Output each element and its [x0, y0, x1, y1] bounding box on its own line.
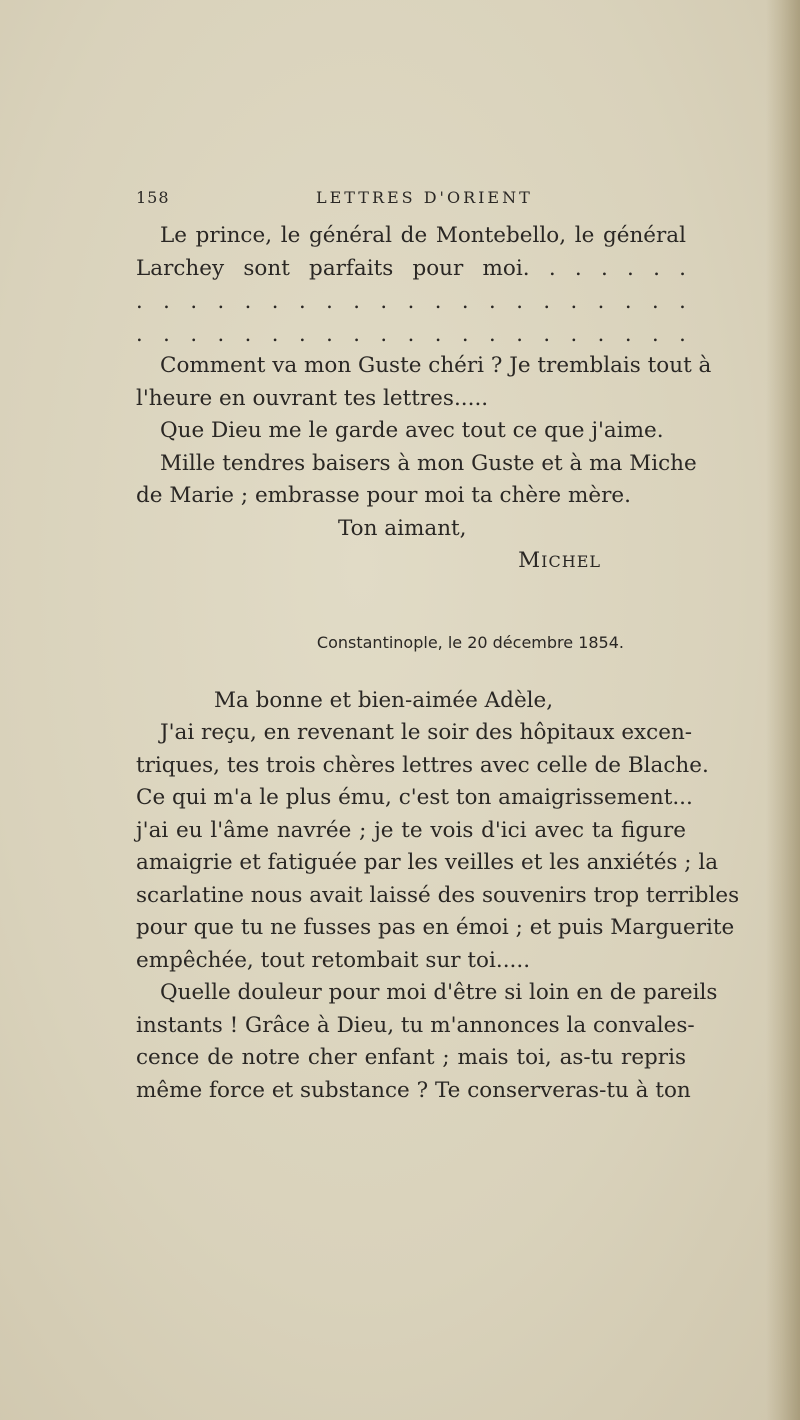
page-edge-shadow — [766, 0, 800, 1420]
letter-signature: MICHEL — [518, 548, 601, 573]
page-body — [136, 220, 740, 1107]
text-line: cence de notre cher enfant ; mais toi, as-tu repris — [136, 1045, 686, 1070]
book-page — [136, 180, 740, 1107]
text-line: Ce qui m'a le plus ému, c'est ton amaigrissement... — [136, 785, 693, 810]
text-line: Quelle douleur pour moi d'être si loin en de pareils — [160, 980, 718, 1005]
text-line: J'ai reçu, en revenant le soir des hôpitaux excen- — [160, 720, 693, 745]
text-line: Que Dieu me le garde avec tout ce que j'aime. — [160, 418, 664, 443]
ellipsis-row: . . . . . . . . . . . . . . . . . . . . . — [136, 289, 686, 313]
text-line: pour que tu ne fusses pas en émoi ; et puis Marguerite — [136, 915, 735, 940]
page-header — [136, 180, 686, 220]
text-line: Le prince, le général de Montebello, le général — [160, 223, 686, 248]
text-line: Comment va mon Guste chéri ? Je tremblais tout à — [160, 353, 712, 378]
letter-salutation: Ma bonne et bien-aimée Adèle, — [214, 687, 554, 713]
text-line: de Marie ; embrasse pour moi ta chère mère. — [136, 483, 631, 508]
text-line: empêchée, tout retombait sur toi..... — [136, 947, 531, 973]
text-line: Larchey sont parfaits pour moi. . . . . . . — [136, 255, 686, 281]
text-line: l'heure en ouvrant tes lettres..... — [136, 385, 489, 411]
text-line: même force et substance ? Te conserveras-tu à ton — [136, 1077, 691, 1103]
text-line: j'ai eu l'âme navrée ; je te vois d'ici avec ta figure — [136, 817, 686, 843]
letter-closing: Ton aimant, — [338, 515, 467, 541]
letter-dateline: Constantinople, le 20 décembre 1854. — [316, 632, 624, 652]
text-line: instants ! Grâce à Dieu, tu m'annonces la convales- — [136, 1012, 695, 1038]
text-line: scarlatine nous avait laissé des souvenirs trop terribles — [136, 882, 740, 908]
text-line: triques, tes trois chères lettres avec celle de Blache. — [136, 752, 709, 778]
page-number: 158 — [136, 188, 170, 207]
text-line: Mille tendres baisers à mon Guste et à ma Miche — [160, 450, 697, 476]
ellipsis-row: . . . . . . . . . . . . . . . . . . . . . — [136, 321, 686, 346]
text-line: amaigrie et fatiguée par les veilles et les anxiétés ; la — [136, 850, 719, 875]
running-title: LETTRES D'ORIENT — [316, 188, 533, 207]
